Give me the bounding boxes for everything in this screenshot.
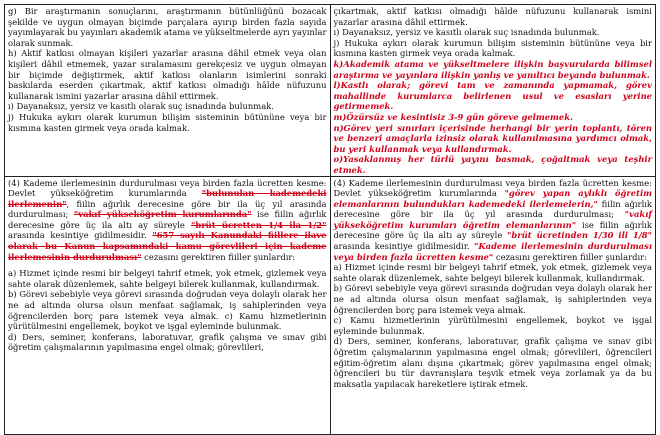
paragraph-4-intro (8, 178, 327, 263)
added-text: "görev yapan aylıklı öğretim elemanlarının bulundukları kademedeki ilerlemelerin," (333, 188, 652, 209)
table-row (5, 176, 656, 434)
text-run: ise fiilin ağırlık derecesine göre üç ila altı ay süreyle (8, 209, 327, 230)
deleted-text: "vakıf yükseköğretim kurumlarında" (73, 209, 252, 220)
paragraph-h: h) Aktif katkısı olmayan kişileri yazarlar arasına dâhil etmek veya olan kişileri dâhil etmemek, yazar sıralamasını gerekçesiz ve uygun olmayan bir biçimde değiştirmek, aktif katkısı olanların isimlerini sonraki baskılarda eserden çıkartmak, aktif katkısı olmadığı hâlde nüfuzunu kullanarak ismini yazarlar arasına dâhil ettirmek. (8, 48, 327, 101)
deleted-text: "657 sayılı Kanundaki fiillere ilave olarak bu Kanun kapsamındaki kamu görevlileri için kademe ilerlemesinin durdurulması" (8, 230, 327, 262)
paragraph-a: a) Hizmet içinde resmi bir belgeyi tahrif etmek, yok etmek, gizlemek veya sahte olarak düzenlemek, sahte belgeyi bilerek kullanmak, kullandırmak. (333, 262, 652, 283)
paragraph-4-intro (334, 178, 653, 263)
added-text: "brüt ücretinden 1/30 ili 1/8" (507, 230, 652, 241)
left-cell-bottom (5, 176, 331, 434)
right-cell-top (330, 5, 656, 177)
text-run: (4) Kademe ilerlemesinin durdurulması veya birden fazla ücretten kesme: Devlet yükseköğretim kurumlarında (8, 177, 327, 199)
right-cell-bottom (330, 176, 656, 434)
paragraph-i: ı) Dayanaksız, yersiz ve kasıtlı olarak suç isnadında bulunmak. (333, 27, 600, 38)
text-run: , fiilin ağırlık derecesine göre bir ila üç yıl arasında durdurulması; (8, 198, 327, 220)
deleted-text: "bulunulan kademedeki ilerlemenin" (8, 188, 327, 209)
paragraph-d: d) Ders, seminer, konferans, laboratuvar, grafik çalışma ve sınav gibi öğretim çalışmalarının yapılmasına engel olmak; görevlileri, öğrencileri eğitim-öğretim alanı dışına çıkartmak; görev yapılmasına engel olmak; öğrencileri bu tür davranışlara teşvik etmek veya zorlamak ya da bu maksatla yapılacak hareketlere iştirak etmek. (333, 336, 652, 389)
added-paragraph-o: o)Yasaklanmış her türlü yayını basmak, çoğaltmak veya teşhir etmek. (333, 154, 652, 175)
deleted-text: "brüt ücretten 1/4 ila 1/2" (190, 219, 327, 230)
paragraph-j: j) Hukuka aykırı olarak kurumun bilişim sisteminin bütününe veya bir kısmına kasten girmek veya orada kalmak. (333, 37, 652, 59)
added-text: "Kademe ilerlemesinin durdurulması veya birden fazla ücretten kesme" (333, 241, 652, 262)
added-paragraph-l: l)Kastlı olarak; görevi tam ve zamanında yapmamak, görev mahallinde kurumlarca belirlenen usul ve esasları yerine getirmemek. (333, 80, 652, 112)
added-text: "vakıf yükseköğretim kurumları öğretim elemanlarının" (333, 209, 652, 230)
paragraph-h-end: çıkartmak, aktif katkısı olmadığı hâlde nüfuzunu kullanarak ismini yazarlar arasına dâhil ettirmek. (333, 6, 652, 27)
paragraph-d: d) Ders, seminer, konferans, laboratuvar, grafik çalışma ve sınav gibi öğretim çalışmalarının yapılmasına engel olmak; görevlileri, (8, 331, 327, 353)
left-cell-top (5, 5, 331, 177)
added-paragraph-m: m)Özürsüz ve kesintisiz 3-9 gün göreve gelmemek. (333, 111, 573, 122)
table-row (5, 5, 656, 177)
paragraph-g: g) Bir araştırmanın sonuçlarını, araştırmanın bütünlüğünü bozacak şekilde ve uygun olmayan biçimde parçalara ayırıp birden fazla sayıda yayımlayarak bu yayınları akademik atama ve yükseltmelerde ayrı yayınlar olarak sunmak. (8, 6, 327, 48)
paragraph-i: ı) Dayanaksız, yersiz ve kasıtlı olarak suç isnadında bulunmak. (8, 101, 274, 112)
text-run: arasında kesintiye gidilmesidir. (333, 241, 474, 252)
comparison-table (4, 4, 656, 435)
paragraph-b: b) Görevi sebebiyle veya görevi sırasında doğrudan veya dolaylı olarak her ne ad altında olursa olsun menfaat sağlamak, iş sahiplerinden veya öğrencilerden borç para istemek veya almak. (333, 283, 652, 315)
paragraph-b-c: b) Görevi sebebiyle veya görevi sırasında doğrudan veya dolaylı olarak her ne ad altında olursa olsun menfaat sağlamak, iş sahiplerinden veya öğrencilerden borç para istemek veya almak. c) Kamu hizmetlerinin yürütülmesini engellemek, boykot ve işgal eyleminde bulunmak. (8, 289, 327, 332)
text-run: cezasını gerektiren fiiller şunlardır: (493, 251, 647, 262)
paragraph-a: a) Hizmet içinde resmi bir belgeyi tahrif etmek, yok etmek, gizlemek veya sahte olarak düzenlemek, sahte belgeyi bilerek kullanmak, kullandırmak. (8, 268, 327, 289)
text-run: (4) Kademe ilerlemesinin durdurulması veya birden fazla ücretten kesme: Devlet yükseköğretim kurumlarında (333, 177, 652, 199)
text-run: fiilin ağırlık derecesine göre bir ila üç yıl arasında durdurulması; (333, 198, 652, 220)
added-paragraph-k: k)Akademik atama ve yükseltmelere ilişkin başvurularda bilimsel araştırma ve yayınlara ilişkin yanlış ve yanıltıcı beyanda bulunmak. (333, 58, 652, 80)
text-run: ise fiilin ağırlık derecesine göre üç ila altı ay süreyle (333, 219, 653, 241)
paragraph-c: c) Kamu hizmetlerinin yürütülmesini engellemek, boykot ve işgal eyleminde bulunmak. (333, 315, 652, 336)
text-run: cezasını gerektiren fiiller şunlardır: (141, 251, 296, 262)
text-run: arasında kesintiye gidilmesidir. (8, 230, 153, 241)
added-paragraph-n: n)Görev yeri sınırları içerisinde herhangi bir yerin toplantı, tören ve benzeri amaçlarla izinsiz olarak kullanılmasına yardımcı olmak, bu yeri kullanmak veya kullandırmak. (333, 122, 652, 154)
paragraph-j: j) Hukuka aykırı olarak kurumun bilişim sisteminin bütününe veya bir kısmına kasten girmek veya orada kalmak. (8, 111, 327, 133)
